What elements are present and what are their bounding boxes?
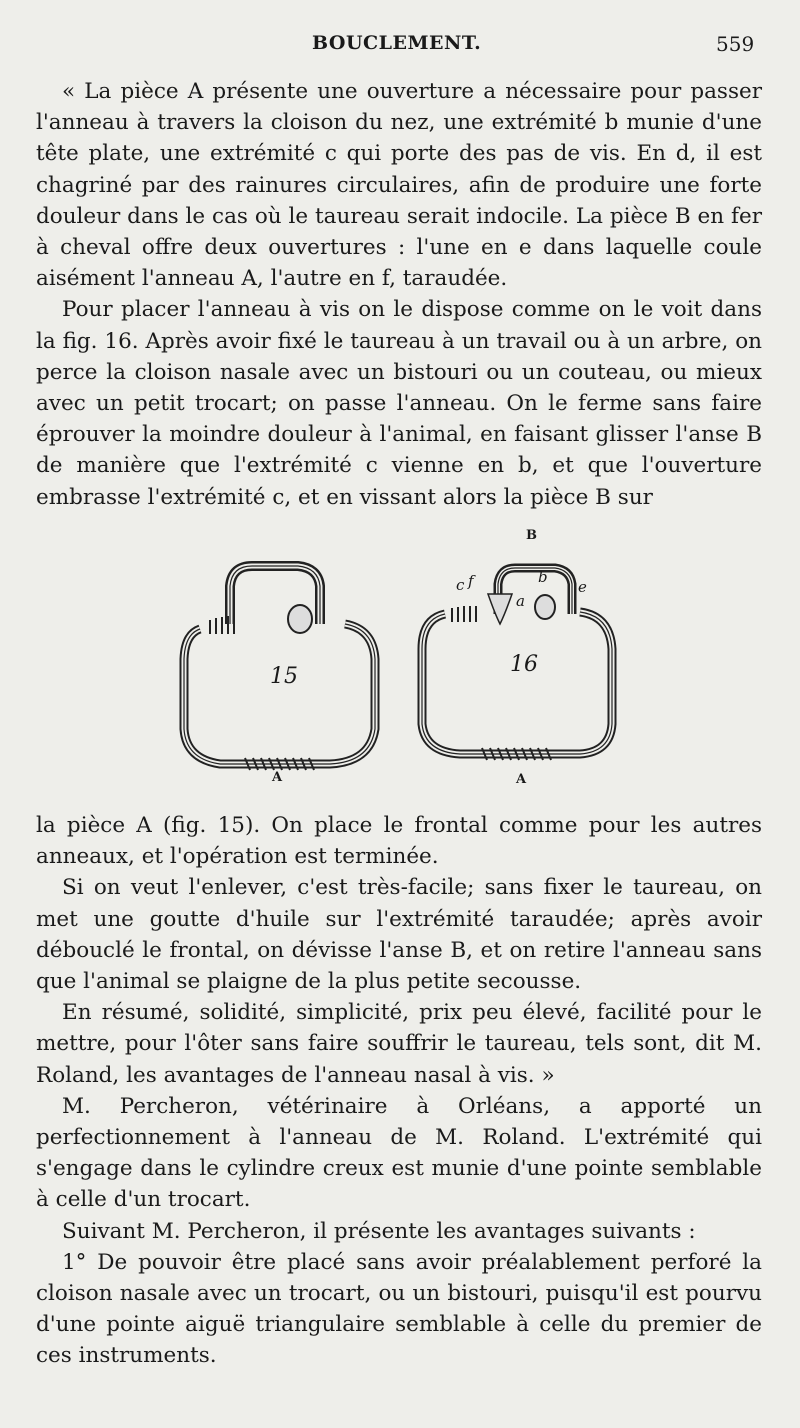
figure-15-number: 15 [270,664,298,689]
figure-16-letter-e: e [578,578,587,596]
page-number: 559 [716,32,755,56]
figure-illustration [170,524,640,794]
figure-16-label-b: B [526,528,537,543]
paragraph: 1° De pouvoir être placé sans avoir préalablement perforé la cloison nasale avec un trocart, ou un bistouri, puisqu'il est pourvu d'une pointe aiguë triangulaire semblable à celle du premier de ces instruments. [36,1249,762,1369]
paragraph: M. Percheron, vétérinaire à Orléans, a apporté un perfectionnement à l'anneau de M. Roland. L'extrémité qui s'engage dans le cylindre creux est munie d'une pointe semblable à celle d'un trocart. [36,1093,762,1213]
running-title: BOUCLEMENT. [312,32,482,54]
figure-16-label-a: A [516,772,527,787]
paragraph: En résumé, solidité, simplicité, prix peu élevé, facilité pour le mettre, pour l'ôter sans faire souffrir le taureau, tels sont, dit M. Roland, les avantages de l'anneau nasal à vis. » [36,1000,762,1088]
figure-16-letter-a: a [516,592,525,610]
figure-16-number: 16 [510,652,538,677]
running-header [0,32,800,62]
paragraph: Si on veut l'enlever, c'est très-facile; sans fixer le taureau, on met une goutte d'huile sur l'extrémité taraudée; après avoir débouclé le frontal, on dévisse l'anse B, et on retire l'anneau sans que l'animal se plaigne de la plus petite secousse. [36,875,762,995]
text-block-top [36,76,762,513]
paragraph: Suivant M. Percheron, il présente les avantages suivants : [62,1218,696,1244]
figure-15-label-a: A [272,770,283,785]
paragraph: « La pièce A présente une ouverture a nécessaire pour passer l'anneau à travers la cloison du nez, une extrémité b munie d'une tête plate, une extrémité c qui porte des pas de vis. En d, il est chagriné par des rainures circulaires, afin de produire une forte douleur dans le cas où le taureau serait indocile. La pièce B en fer à cheval offre deux ouvertures : l'une en e dans laquelle coule aisément l'anneau A, l'autre en f, taraudée. [36,79,762,292]
paragraph: Pour placer l'anneau à vis on le dispose comme on le voit dans la fig. 16. Après avoir fixé le taureau à un travail ou à un arbre, on perce la cloison nasale avec un bistouri ou un couteau, ou mieux avec un petit trocart; on passe l'anneau. On le ferme sans faire éprouver la moindre douleur à l'animal, en faisant glisser l'anse B de manière que l'extrémité c vienne en b, et que l'ouverture embrasse l'extrémité c, et en vissant alors la pièce B sur [36,297,762,510]
figure-16-letter-c: c [456,576,465,594]
figure-16-letter-b: b [538,568,548,586]
figure-nose-rings [170,524,640,794]
figure-16-letter-f: f [468,572,474,590]
paragraph: la pièce A (fig. 15). On place le frontal comme pour les autres anneaux, et l'opération est terminée. [36,813,762,870]
text-block-bottom [36,810,762,1372]
